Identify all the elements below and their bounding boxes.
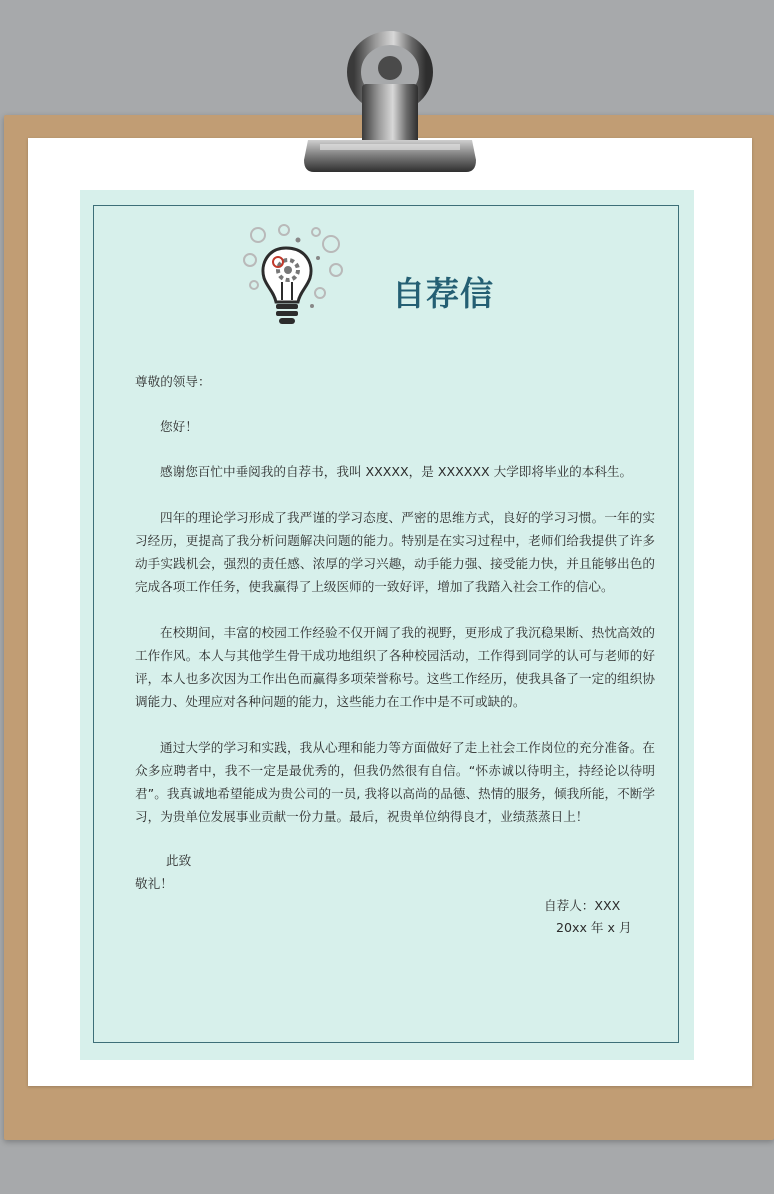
salutation: 尊敬的领导： xyxy=(135,374,211,389)
letter-body xyxy=(135,370,655,895)
page-title: 自荐信 xyxy=(392,274,494,313)
closing-salute: 敬礼！ xyxy=(135,876,173,891)
paragraph: 四年的理论学习形成了我严谨的学习态度、严密的思维方式，良好的学习习惯。一年的实习经历，更提高了我分析问题解决问题的能力。特别是在实习过程中，老师们给我提供了许多动手实践机会，强烈的责任感、浓厚的学习兴趣，动手能力强、接受能力快，并且能够出色的完成各项工作任务，使我赢得了上级医师的一致好评，增加了我踏入社会工作的信心。 xyxy=(135,510,655,594)
signature-block xyxy=(544,895,632,939)
date: 20xx 年 x 月 xyxy=(556,920,632,935)
paragraph: 在校期间，丰富的校园工作经验不仅开阔了我的视野，更形成了我沉稳果断、热忱高效的工作作风。本人与其他学生骨干成功地组织了各种校园活动，工作得到同学的认可与老师的好评，本人也多次因为工作出色而赢得多项荣誉称号。这些工作经历，使我具备了一定的组织协调能力、处理应对各种问题的能力，这些能力在工作中是不可或缺的。 xyxy=(135,625,655,709)
lightbulb-gears-icon xyxy=(236,220,351,335)
signature: 自荐人：XXX xyxy=(544,898,621,913)
paragraph: 通过大学的学习和实践，我从心理和能力等方面做好了走上社会工作岗位的充分准备。在众多应聘者中，我不一定是最优秀的，但我仍然很有自信。“怀赤诚以待明主，持经论以待明君”。我真诚地希望能成为贵公司的一员, 我将以高尚的品德、热情的服务，倾我所能，不断学习，为贵单位发展事业贡献一份力量。最后，祝贵单位纳得良才，业绩蒸蒸日上！ xyxy=(135,740,655,824)
paragraph: 感谢您百忙中垂阅我的自荐书，我叫 XXXXX，是 XXXXXX 大学即将毕业的本科生。 xyxy=(160,464,633,479)
greeting: 您好！ xyxy=(160,419,198,434)
binder-clip-icon xyxy=(290,20,480,180)
closing-line: 此致 xyxy=(166,853,192,868)
